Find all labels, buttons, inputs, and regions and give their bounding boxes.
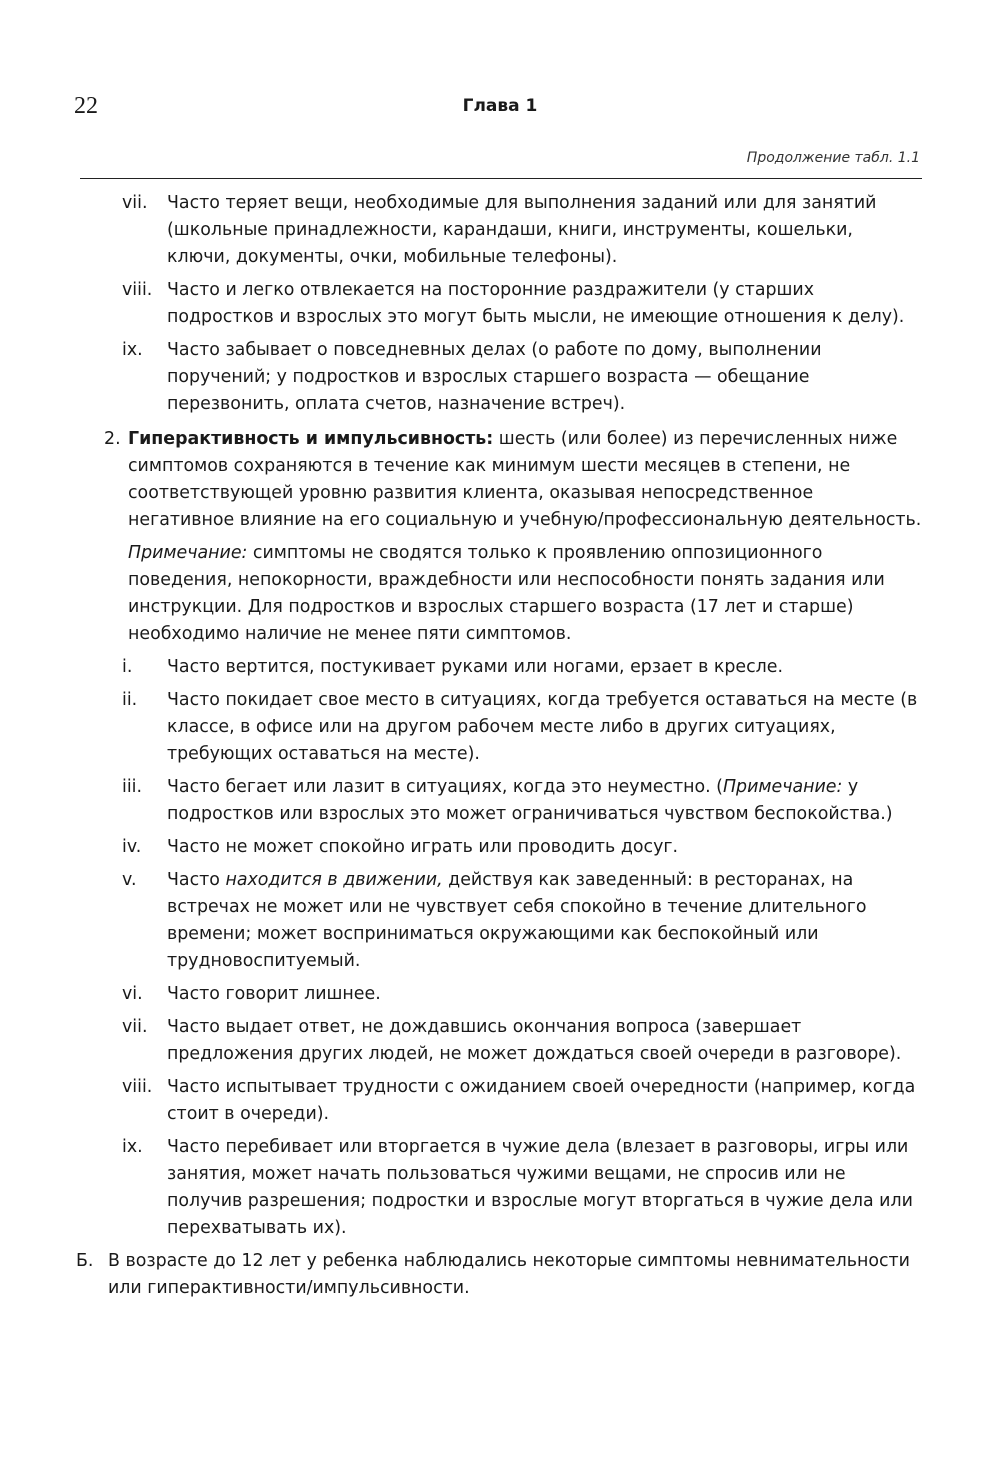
list-item [0,1074,1000,1128]
list-item-text: Часто перебивает или вторгается в чужие дела (влезает в разговоры, игры или занятия, может начать пользоваться чужими вещами, не спросив или не получив разрешения; подростки и взрослые могут вторгаться в чужие дела или перехватывать их). [167,1137,913,1238]
list-item [0,981,1000,1008]
list-item-text [167,774,919,828]
list-item [0,774,1000,828]
list-item-text: Часто испытывает трудности с ожиданием своей очередности (например, когда стоит в очереди). [167,1077,916,1124]
list-item-text: Часто теряет вещи, необходимые для выполнения заданий или для занятий (школьные принадлежности, карандаши, книги, инструменты, кошельки, ключи, документы, очки, мобильные телефоны). [167,193,877,267]
list-marker: viii. [122,280,153,300]
section-2-text [128,426,922,534]
list-item-text: Часто вертится, постукивает руками или ногами, ерзает в кресле. [167,657,784,677]
text-segment: Часто бегает или лазит в ситуациях, когда это неуместно. ( [167,777,723,797]
list-item-text: Часто забывает о повседневных делах (о работе по дому, выполнении поручений; у подростков и взрослых старшего возраста — обещание перезвонить, оплата счетов, назначение встреч). [167,340,822,414]
list-item [0,687,1000,768]
list-item-text [167,867,919,975]
section-number: 2. [104,429,121,449]
list-item [0,277,1000,331]
page-number: 22 [74,93,98,119]
list-item [0,1134,1000,1242]
page-body [0,190,1000,1302]
section-note [128,540,922,648]
list-marker: vi. [122,984,143,1004]
list-item-text: Часто говорит лишнее. [167,984,381,1004]
note-label: Примечание: [722,777,843,797]
list-item-text: Часто покидает свое место в ситуациях, когда требуется оставаться на месте (в классе, в офисе или на другом рабочем месте либо в других ситуациях, требующих оставаться на месте). [167,690,918,764]
section-letter: Б. [76,1251,94,1271]
text-segment: Часто [167,870,226,890]
italic-phrase: находится в движении, [225,870,443,890]
list-item-text: Часто выдает ответ, не дождавшись окончания вопроса (завершает предложения других людей, не может дождаться своей очереди в разговоре). [167,1017,902,1064]
list-marker: vii. [122,193,148,213]
list-marker: v. [122,870,137,890]
list-item-text: Часто и легко отвлекается на посторонние раздражители (у старших подростков и взрослых это могут быть мысли, не имеющие отношения к делу). [167,280,905,327]
chapter-title: Глава 1 [462,96,538,116]
list-marker: i. [122,657,133,677]
list-item [0,337,1000,418]
list-item [0,834,1000,861]
list-marker: iv. [122,837,142,857]
list-marker: vii. [122,1017,148,1037]
note-text: симптомы не сводятся только к проявлению оппозиционного поведения, непокорности, враждебности или неспособности понять задания или инструкции. Для подростков и взрослых старшего возраста (17 лет и старше) необходимо наличие не менее пяти симптомов. [128,543,885,644]
section-description: шесть (или более) из перечисленных ниже симптомов сохраняются в течение как минимум шести месяцев в степени, не соответствующей уровню развития клиента, оказывая непосредственное негативное влияние на его социальную и учебную/профессиональную деятельность. [128,429,922,530]
list-marker: iii. [122,777,143,797]
list-marker: ix. [122,340,143,360]
section-b [0,1248,1000,1302]
list-item [0,190,1000,271]
list-item-text: Часто не может спокойно играть или проводить досуг. [167,837,679,857]
list-marker: viii. [122,1077,153,1097]
section-b-text: В возрасте до 12 лет у ребенка наблюдались некоторые симптомы невнимательности или гиперактивности/импульсивности. [108,1251,910,1298]
section-title: Гиперактивность и импульсивность: [128,429,494,449]
header-rule [80,178,922,179]
text-segment: действуя как заведенный: в ресторанах, на встречах не может или не чувствует себя спокойно в течение длительного времени; может восприниматься окружающими как беспокойный или трудновоспитуемый. [167,870,867,971]
list-item [0,867,1000,975]
note-label: Примечание: [128,543,248,563]
list-item [0,1014,1000,1068]
list-marker: ix. [122,1137,143,1157]
table-continuation-note: Продолжение табл. 1.1 [746,150,920,166]
list-item [0,654,1000,681]
text-segment: у подростков или взрослых это может ограничиваться чувством беспокойства.) [167,777,893,824]
list-marker: ii. [122,690,138,710]
section-2 [0,426,1000,534]
